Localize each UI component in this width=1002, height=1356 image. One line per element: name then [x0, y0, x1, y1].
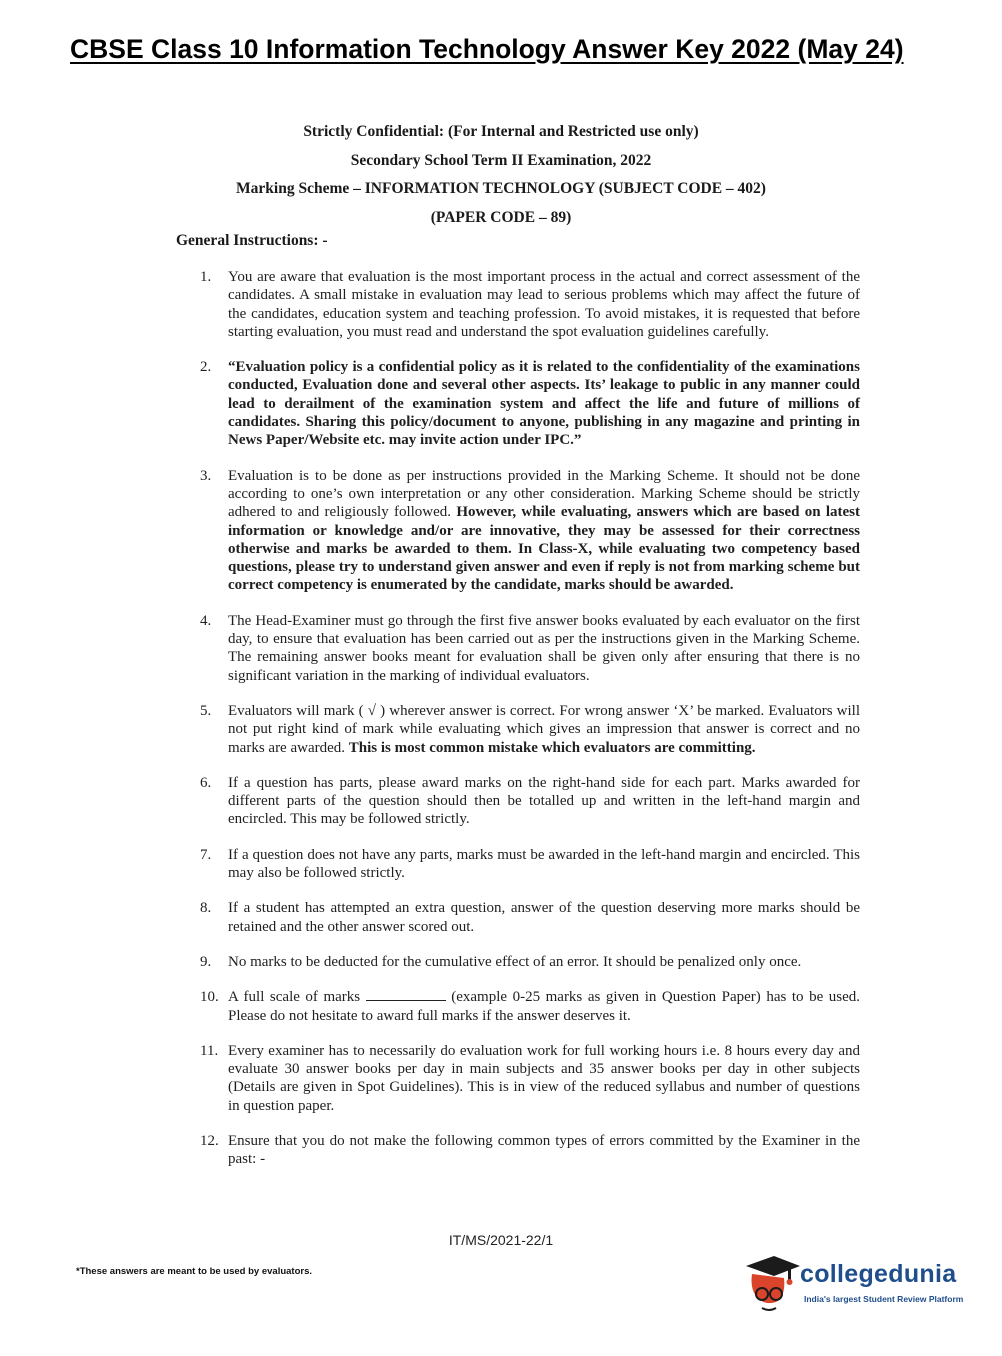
- instruction-text: Ensure that you do not make the following common types of errors committed by the Examiner in the past: -: [228, 1132, 860, 1168]
- instruction-number: 2.: [200, 359, 212, 376]
- instruction-number: 12.: [200, 1132, 219, 1149]
- instruction-item: [200, 358, 860, 449]
- instruction-bold-text: This is most common mistake which evaluators are committing.: [348, 739, 756, 756]
- instruction-item: [200, 702, 860, 757]
- instruction-number: 7.: [200, 846, 212, 863]
- graduate-mascot-icon: [742, 1252, 802, 1318]
- instruction-item: [200, 988, 860, 1025]
- instruction-number: 8.: [200, 900, 212, 917]
- marking-scheme-heading: Marking Scheme – INFORMATION TECHNOLOGY (SUBJECT CODE – 402): [236, 180, 766, 197]
- collegedunia-logo[interactable]: [742, 1252, 970, 1318]
- instruction-item: [200, 846, 860, 883]
- instruction-item: [200, 467, 860, 595]
- document-headings: [0, 118, 1002, 232]
- instruction-item: [200, 1132, 860, 1169]
- instruction-bold-text: “Evaluation policy is a confidential policy as it is related to the confidentiality of the examinations conducted, Evaluation done and several other aspects. Its’ leakage to public in any manner could lead to derailment of the examination system and affect the life and future of millions of candidates. Sharing this policy/document to anyone, publishing in any magazine and printing in News Paper/Website etc. may invite action under IPC.”: [228, 359, 860, 449]
- instruction-number: 1.: [200, 269, 212, 285]
- logo-wordmark: collegedunia: [800, 1260, 957, 1288]
- instruction-number: 5.: [200, 702, 212, 719]
- instruction-item: [200, 612, 860, 685]
- page-number: IT/MS/2021-22/1: [448, 1232, 554, 1248]
- instruction-text: No marks to be deducted for the cumulative effect of an error. It should be penalized only once.: [228, 953, 802, 970]
- instruction-text-lead: A full scale of marks: [228, 989, 361, 1006]
- instruction-text: The Head-Examiner must go through the first five answer books evaluated by each evaluator on the first day, to ensure that evaluation has been carried out as per the instructions given in the Marking Scheme. The remaining answer books meant for evaluation shall be given only after ensuring that there is no significant variation in the marking of individual evaluators.: [228, 612, 860, 684]
- instruction-number: 10.: [200, 989, 219, 1006]
- instruction-number: 3.: [200, 467, 212, 484]
- document-banner-title: CBSE Class 10 Information Technology Answer Key 2022 (May 24): [70, 34, 904, 64]
- exam-heading: Secondary School Term II Examination, 2022: [350, 151, 652, 169]
- instruction-text: If a question does not have any parts, marks must be awarded in the left-hand margin and encircled. This may also be followed strictly.: [228, 846, 860, 882]
- instruction-number: 4.: [200, 612, 212, 629]
- instruction-item: [200, 774, 860, 829]
- fill-in-blank: [366, 988, 446, 1001]
- instruction-text: Evaluation is to be done as per instructions provided in the Marking Scheme. It should not be done according to one’s own interpretation or any other consideration. Marking Scheme should be strictly adhered to and religiously followed.: [228, 467, 860, 521]
- instruction-text: You are aware that evaluation is the most important process in the actual and correct assessment of the candidates. A small mistake in evaluation may lead to serious problems which may affect the future of the candidates, education system and teaching profession. To avoid mistakes, it is requested that before starting evaluation, you must read and understand the spot evaluation guidelines carefully.: [228, 269, 860, 340]
- instruction-number: 9.: [200, 953, 212, 970]
- instruction-text: Evaluators will mark ( √ ) wherever answer is correct. For wrong answer ‘X’ be marked. Evaluators will not put right kind of mark while evaluating which gives an impression that answer is correct and no marks are awarded.: [228, 702, 860, 756]
- confidential-heading: Strictly Confidential: (For Internal and Restricted use only): [303, 123, 699, 140]
- instruction-bold-text: However, while evaluating, answers which are based on latest information or knowledge and/or are innovative, they may be assessed for their correctness otherwise and marks be awarded to them. In Class-X, while evaluating two competency based questions, please try to understand given answer and even if reply is not from marking scheme but correct competency is enumerated by the candidate, marks should be awarded.: [228, 504, 861, 594]
- evaluator-footnote: *These answers are meant to be used by evaluators.: [76, 1266, 313, 1277]
- instruction-list: [200, 268, 860, 1186]
- instruction-text: Every examiner has to necessarily do evaluation work for full working hours i.e. 8 hours every day and evaluate 30 answer books per day in main subjects and 35 answer books per day in other subjects (Details are given in Spot Guidelines). This is in view of the reduced syllabus and number of questions in question paper.: [228, 1042, 860, 1114]
- instruction-item: [200, 268, 860, 341]
- instruction-text: If a student has attempted an extra question, answer of the question deserving more marks should be retained and the other answer scored out.: [228, 900, 860, 935]
- logo-tagline: India's largest Student Review Platform: [804, 1294, 964, 1304]
- paper-code-heading: (PAPER CODE – 89): [430, 208, 572, 226]
- general-instructions-label: General Instructions: -: [176, 232, 328, 249]
- instruction-item: [200, 1042, 860, 1115]
- instruction-text: If a question has parts, please award marks on the right-hand side for each part. Marks awarded for different parts of the question should then be totalled up and written in the left-hand margin and encircled. This may be followed strictly.: [228, 774, 860, 828]
- instruction-number: 11.: [200, 1042, 219, 1059]
- instruction-text: (example 0-25 marks as given in Question Paper) has to be used. Please do not hesitate to award full marks if the answer deserves it.: [228, 989, 861, 1024]
- instruction-number: 6.: [200, 774, 212, 791]
- instruction-item: [200, 899, 860, 936]
- instruction-item: [200, 953, 860, 971]
